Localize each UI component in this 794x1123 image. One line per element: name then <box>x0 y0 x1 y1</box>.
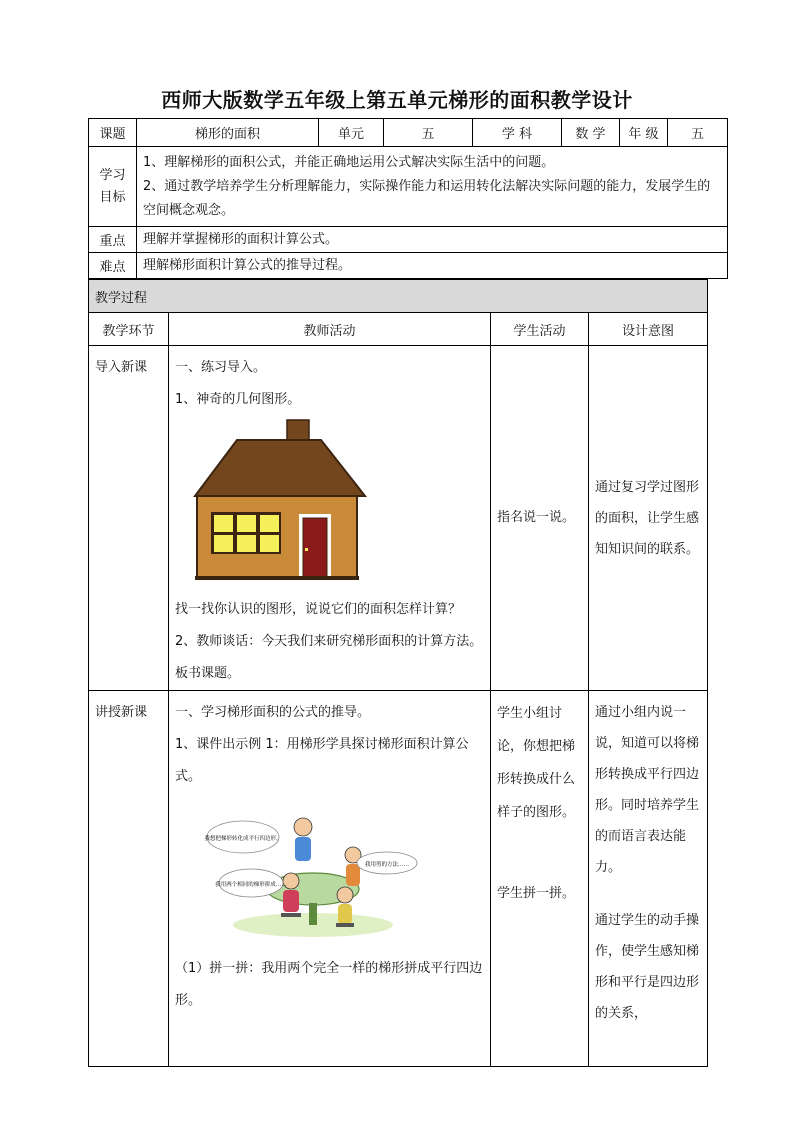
spacer <box>595 883 701 905</box>
topic-label: 课题 <box>89 119 137 147</box>
teach-student-1: 学生小组讨论，你想把梯形转换成什么样子的图形。 <box>497 706 576 820</box>
goal-1: 1、理解梯形的面积公式，并能正确地运用公式解决实际生活中的问题。 <box>143 154 555 170</box>
document-title: 西师大版数学五年级上第五单元梯形的面积教学设计 <box>161 88 633 112</box>
process-title: 教学过程 <box>89 280 708 313</box>
teach-student-2: 学生拼一拼。 <box>497 886 576 901</box>
teach-section: 讲授新课 <box>89 691 169 1067</box>
intro-intent: 通过复习学过图形的面积，让学生感知知识间的联系。 <box>589 346 708 691</box>
grade-value: 五 <box>668 119 728 147</box>
chimney <box>287 420 309 440</box>
process-table <box>88 279 708 1067</box>
intro-student: 指名说一说。 <box>491 346 589 691</box>
intro-section: 导入新课 <box>89 346 169 691</box>
difficulty-text: 理解梯形面积计算公式的推导过程。 <box>137 253 728 279</box>
student-body <box>295 837 311 861</box>
window-pane <box>214 535 233 552</box>
window-pane <box>260 535 279 552</box>
chair <box>336 923 354 927</box>
difficulty-label: 难点 <box>89 253 137 279</box>
bubble-text-1: 我想把梯形转化成平行四边形。 <box>204 836 282 842</box>
spacer <box>497 829 582 877</box>
teach-intent-2: 通过学生的动手操作，使学生感知梯形和平行是四边形的关系， <box>595 913 700 1021</box>
unit-label: 单元 <box>319 119 384 147</box>
goals-label-line2: 目标 <box>99 189 126 205</box>
teach-intent <box>589 691 708 1067</box>
goals-text <box>137 147 728 227</box>
intro-line-1: 一、练习导入。 <box>175 360 267 375</box>
teach-line-2: 1、课件出示例 1：用梯形学具探讨梯形面积计算公式。 <box>175 737 469 784</box>
intro-line-3: 找一找你认识的图形，说说它们的面积怎样计算？ <box>175 602 462 617</box>
table-leg <box>309 903 317 925</box>
window-pane <box>237 535 256 552</box>
window-pane <box>260 515 279 532</box>
door-knob <box>305 548 308 551</box>
student-head <box>337 887 353 903</box>
student-body <box>338 904 352 924</box>
subject-label: 学 科 <box>473 119 562 147</box>
topic-value: 梯形的面积 <box>137 119 319 147</box>
bubble-text-2: 我用两个相同的梯形拼成…… <box>215 882 287 888</box>
intro-line-4: 2、教师谈话：今天我们来研究梯形面积的计算方法。板书课题。 <box>175 634 483 681</box>
grade-label: 年 级 <box>620 119 668 147</box>
house-base <box>195 576 359 580</box>
teach-student <box>491 691 589 1067</box>
student-body <box>283 890 299 912</box>
teach-line-1: 一、学习梯形面积的公式的推导。 <box>175 705 371 720</box>
window-pane <box>214 515 233 532</box>
key-point-label: 重点 <box>89 227 137 253</box>
header-student: 学生活动 <box>491 313 589 346</box>
chair <box>281 913 301 917</box>
header-intent: 设计意图 <box>589 313 708 346</box>
goal-2: 2、通过教学培养学生分析理解能力，实际操作能力和运用转化法解决实际问题的能力，发展学生的空间概念观念。 <box>143 178 711 218</box>
window-pane <box>237 515 256 532</box>
student-body <box>346 864 360 886</box>
key-point-text: 理解并掌握梯形的面积计算公式。 <box>137 227 728 253</box>
goals-label-line1: 学习 <box>99 167 126 183</box>
goals-label <box>89 147 137 227</box>
house-roof <box>195 440 365 496</box>
teach-intent-1: 通过小组内说一说，知道可以将梯形转换成平行四边形。同时培养学生的而语言表达能力。 <box>595 705 700 875</box>
header-section: 教学环节 <box>89 313 169 346</box>
subject-value: 数 学 <box>562 119 620 147</box>
student-head <box>294 818 312 836</box>
lesson-info-table <box>88 118 728 279</box>
house-illustration <box>181 418 371 588</box>
intro-teacher <box>169 346 491 691</box>
unit-value: 五 <box>384 119 473 147</box>
teach-teacher <box>169 691 491 1067</box>
bubble-text-3: 我用剪的方法…… <box>364 862 410 868</box>
intro-line-2: 1、神奇的几何图形。 <box>175 392 301 407</box>
group-discussion-illustration <box>203 797 423 947</box>
teach-line-3: （1）拼一拼：我用两个完全一样的梯形拼成平行四边形。 <box>175 961 483 1008</box>
header-teacher: 教师活动 <box>169 313 491 346</box>
